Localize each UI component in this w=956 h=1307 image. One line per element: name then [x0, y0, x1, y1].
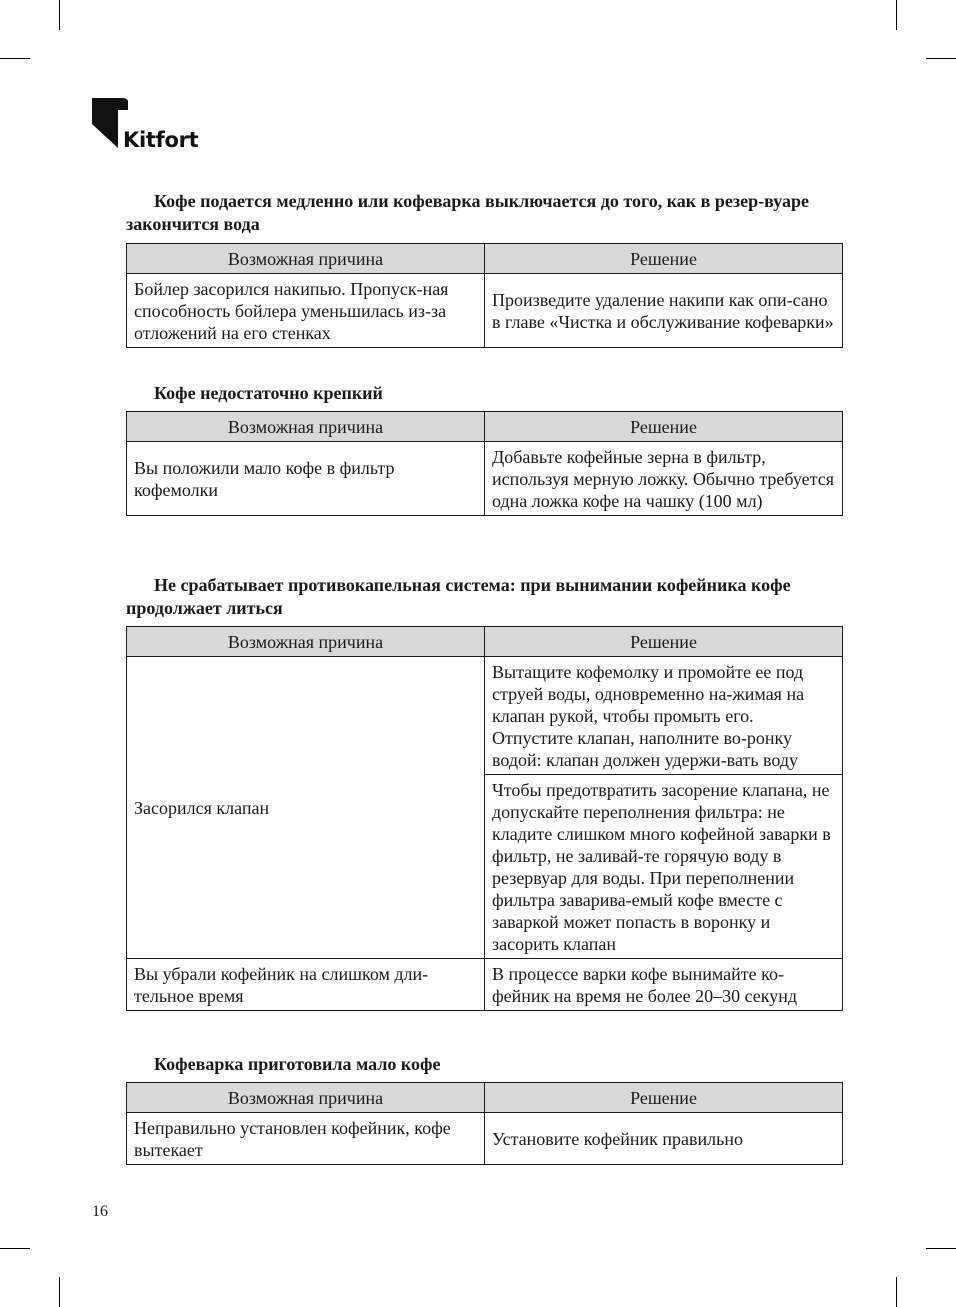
column-header-solution: Решение — [485, 244, 843, 274]
crop-mark — [59, 0, 60, 30]
crop-mark — [0, 58, 30, 59]
solution-cell: Чтобы предотвратить засорение клапана, не допускайте переполнения фильтра: не кладите слишком много кофейной заварки в фильтр, не заливай-те горячую воду в резервуар для воды. При переполнении фильтра заварива-емый кофе вместе с заваркой может попасть в воронку и засорить клапан — [485, 775, 843, 959]
page-number: 16 — [92, 1203, 108, 1220]
crop-mark — [59, 1277, 60, 1307]
table-row — [127, 657, 843, 775]
solution-cell: Установите кофейник правильно — [485, 1113, 843, 1165]
troubleshooting-table — [126, 1082, 843, 1165]
crop-mark — [0, 1248, 30, 1249]
column-header-cause: Возможная причина — [127, 627, 485, 657]
section-title: Не срабатывает противокапельная система: при вынимании кофейника кофе продолжает литься — [126, 575, 791, 618]
table-row — [127, 1113, 843, 1165]
column-header-solution: Решение — [485, 1083, 843, 1113]
cause-cell: Неправильно установлен кофейник, кофе вытекает — [127, 1113, 485, 1165]
solution-cell: Произведите удаление накипи как опи-сано в главе «Чистка и обслуживание кофеварки» — [485, 274, 843, 348]
cause-cell: Вы убрали кофейник на слишком дли-тельное время — [127, 959, 485, 1011]
column-header-cause: Возможная причина — [127, 412, 485, 442]
crop-mark — [896, 0, 897, 30]
column-header-cause: Возможная причина — [127, 1083, 485, 1113]
section-title: Кофе недостаточно крепкий — [154, 383, 383, 403]
table-row — [127, 442, 843, 516]
crop-mark — [896, 1277, 897, 1307]
column-header-cause: Возможная причина — [127, 244, 485, 274]
section-title: Кофе подается медленно или кофеварка выключается до того, как в резер-вуаре закончится вода — [126, 191, 809, 234]
column-header-solution: Решение — [485, 627, 843, 657]
troubleshooting-table — [126, 626, 843, 1011]
brand-name: Kitfort — [123, 128, 199, 152]
solution-cell: Вытащите кофемолку и промойте ее под струей воды, одновременно на-жимая на клапан рукой, чтобы промыть его. Отпустите клапан, наполните во-ронку водой: клапан должен удержи-вать воду — [485, 657, 843, 775]
solution-cell: В процессе варки кофе вынимайте ко-фейник на время не более 20–30 секунд — [485, 959, 843, 1011]
crop-mark — [926, 58, 956, 59]
column-header-solution: Решение — [485, 412, 843, 442]
table-row — [127, 959, 843, 1011]
section-title: Кофеварка приготовила мало кофе — [154, 1054, 441, 1074]
cause-cell: Засорился клапан — [127, 657, 485, 959]
troubleshooting-table — [126, 243, 843, 348]
brand-logo — [92, 98, 212, 154]
crop-mark — [926, 1248, 956, 1249]
solution-cell: Добавьте кофейные зерна в фильтр, используя мерную ложку. Обычно требуется одна ложка кофе на чашку (100 мл) — [485, 442, 843, 516]
cause-cell: Бойлер засорился накипью. Пропуск-ная способность бойлера уменьшилась из-за отложений на его стенках — [127, 274, 485, 348]
table-row — [127, 274, 843, 348]
troubleshooting-table — [126, 411, 843, 516]
cause-cell: Вы положили мало кофе в фильтр кофемолки — [127, 442, 485, 516]
